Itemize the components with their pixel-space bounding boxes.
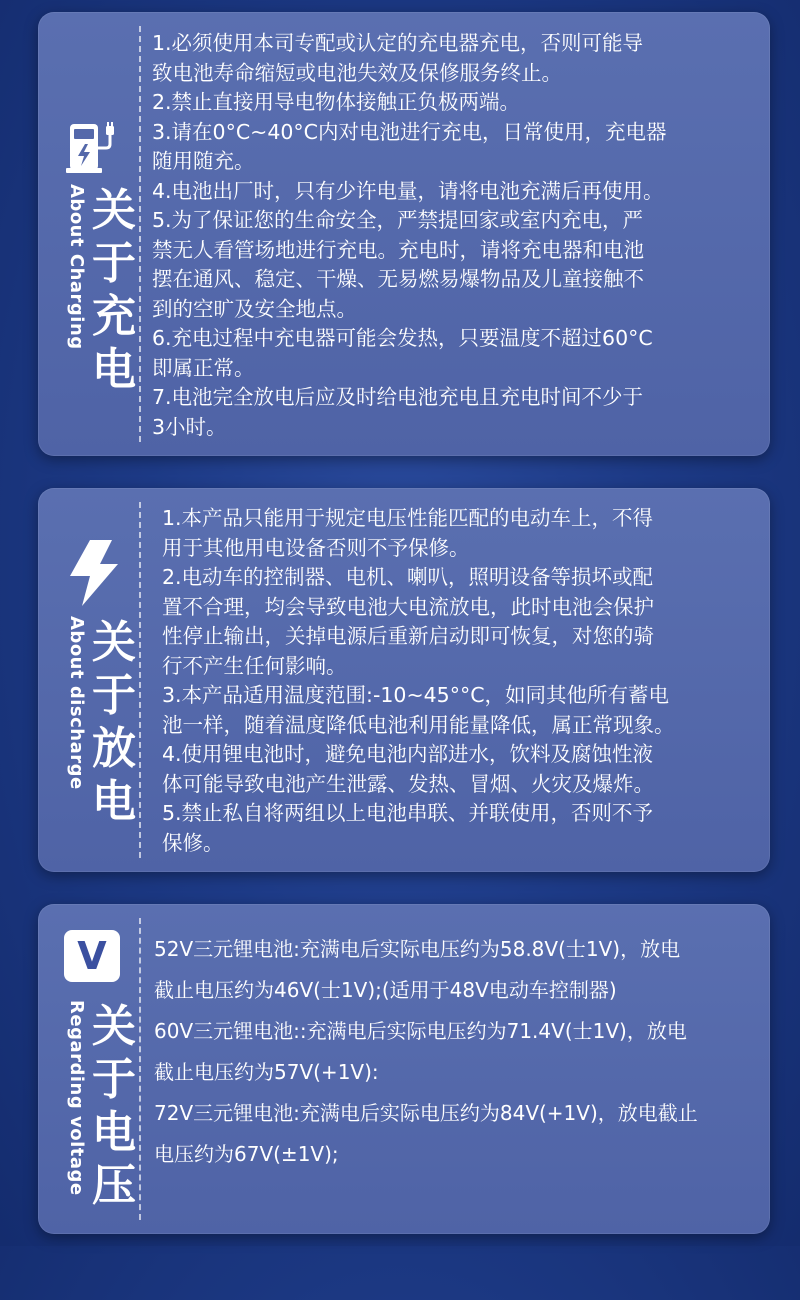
discharge-divider (139, 502, 141, 858)
text-line: 1.本产品只能用于规定电压性能匹配的电动车上，不得 (162, 506, 654, 530)
text-line: 6.充电过程中充电器可能会发热，只要温度不超过60°C (152, 326, 653, 350)
text-line: 致电池寿命缩短或电池失效及保修服务终止。 (152, 60, 562, 85)
text-line: 池一样，随着温度降低电池利用能量降低，属正常现象。 (162, 712, 675, 737)
title-char: 关 (92, 185, 136, 236)
discharge-card (38, 488, 770, 872)
discharge-side-panel (38, 488, 138, 872)
voltage-title-en: Regarding voltage (66, 1000, 87, 1196)
text-line: 5.为了保证您的生命安全，严禁提回家或室内充电，严 (152, 208, 644, 232)
charging-title-en: About Charging (66, 184, 87, 350)
text-line: 3.本产品适用温度范围:-10~45°°C，如同其他所有蓄电 (162, 683, 670, 707)
discharge-instructions (162, 504, 762, 858)
charging-divider (139, 26, 141, 442)
discharge-title-cn (92, 616, 136, 828)
lightning-bolt-icon (60, 538, 124, 608)
text-line: 5.禁止私自将两组以上电池串联、并联使用，否则不予 (162, 801, 654, 825)
title-char: 电 (92, 776, 136, 827)
text-line: 体可能导致电池产生泄露、发热、冒烟、火灾及爆炸。 (162, 771, 654, 796)
voltage-icon-letter: V (77, 934, 107, 978)
title-char: 放 (92, 723, 136, 774)
voltage-specs (154, 929, 764, 1175)
text-line: 52V三元锂电池:充满电后实际电压约为58.8V(士1V)，放电 (154, 937, 681, 961)
text-line: 保修。 (162, 830, 224, 855)
text-line: 性停止输出，关掉电源后重新启动即可恢复，对您的骑 (162, 624, 654, 648)
title-char: 于 (92, 670, 136, 721)
voltage-card (38, 904, 770, 1234)
title-char: 充 (92, 291, 136, 342)
title-char: 关 (92, 617, 136, 668)
title-char: 压 (92, 1160, 136, 1211)
text-line: 用于其他用电设备否则不予保修。 (162, 535, 470, 560)
voltage-title-group (46, 1000, 146, 1300)
text-line: 4.电池出厂时，只有少许电量，请将电池充满后再使用。 (152, 178, 664, 203)
voltage-v-icon (64, 930, 120, 982)
voltage-divider (139, 918, 141, 1220)
text-line: 3小时。 (152, 414, 227, 439)
discharge-title-group (46, 616, 146, 916)
title-char: 于 (92, 238, 136, 289)
text-line: 摆在通风、稳定、干燥、无易燃易爆物品及儿童接触不 (152, 267, 644, 291)
text-line: 1.必须使用本司专配或认定的充电器充电，否则可能导 (152, 31, 644, 55)
charging-station-icon (62, 118, 122, 178)
charging-title-group (46, 184, 146, 484)
title-char: 电 (92, 1107, 136, 1158)
text-line: 截止电压约为57V(+1V): (154, 1060, 379, 1084)
title-char: 于 (92, 1054, 136, 1105)
charging-card (38, 12, 770, 456)
text-line: 截止电压约为46V(士1V);(适用于48V电动车控制器) (154, 978, 617, 1002)
title-char: 电 (92, 344, 136, 395)
text-line: 60V三元锂电池::充满电后实际电压约为71.4V(士1V)，放电 (154, 1019, 687, 1043)
voltage-side-panel (38, 904, 138, 1234)
voltage-title-cn (92, 1000, 136, 1212)
text-line: 随用随充。 (152, 149, 255, 173)
text-line: 2.禁止直接用导电物体接触正负极两端。 (152, 90, 521, 114)
text-line: 即属正常。 (152, 355, 255, 380)
text-line: 禁无人看管场地进行充电。充电时，请将充电器和电池 (152, 237, 644, 262)
text-line: 行不产生任何影响。 (162, 653, 347, 678)
text-line: 3.请在0°C~40°C内对电池进行充电，日常使用，充电器 (152, 119, 667, 144)
charging-instructions (152, 29, 762, 442)
text-line: 2.电动车的控制器、电机、喇叭，照明设备等损坏或配 (162, 565, 654, 589)
text-line: 4.使用锂电池时，避免电池内部进水，饮料及腐蚀性液 (162, 742, 654, 766)
charging-side-panel (38, 12, 138, 456)
text-line: 到的空旷及安全地点。 (152, 296, 357, 321)
text-line: 72V三元锂电池:充满电后实际电压约为84V(+1V)，放电截止 (154, 1101, 698, 1125)
charging-title-cn (92, 184, 136, 396)
discharge-title-en: About discharge (66, 616, 87, 790)
text-line: 电压约为67V(±1V); (154, 1142, 339, 1166)
title-char: 关 (92, 1001, 136, 1052)
text-line: 置不合理，均会导致电池大电流放电，此时电池会保护 (162, 594, 654, 619)
text-line: 7.电池完全放电后应及时给电池充电且充电时间不少于 (152, 385, 644, 409)
